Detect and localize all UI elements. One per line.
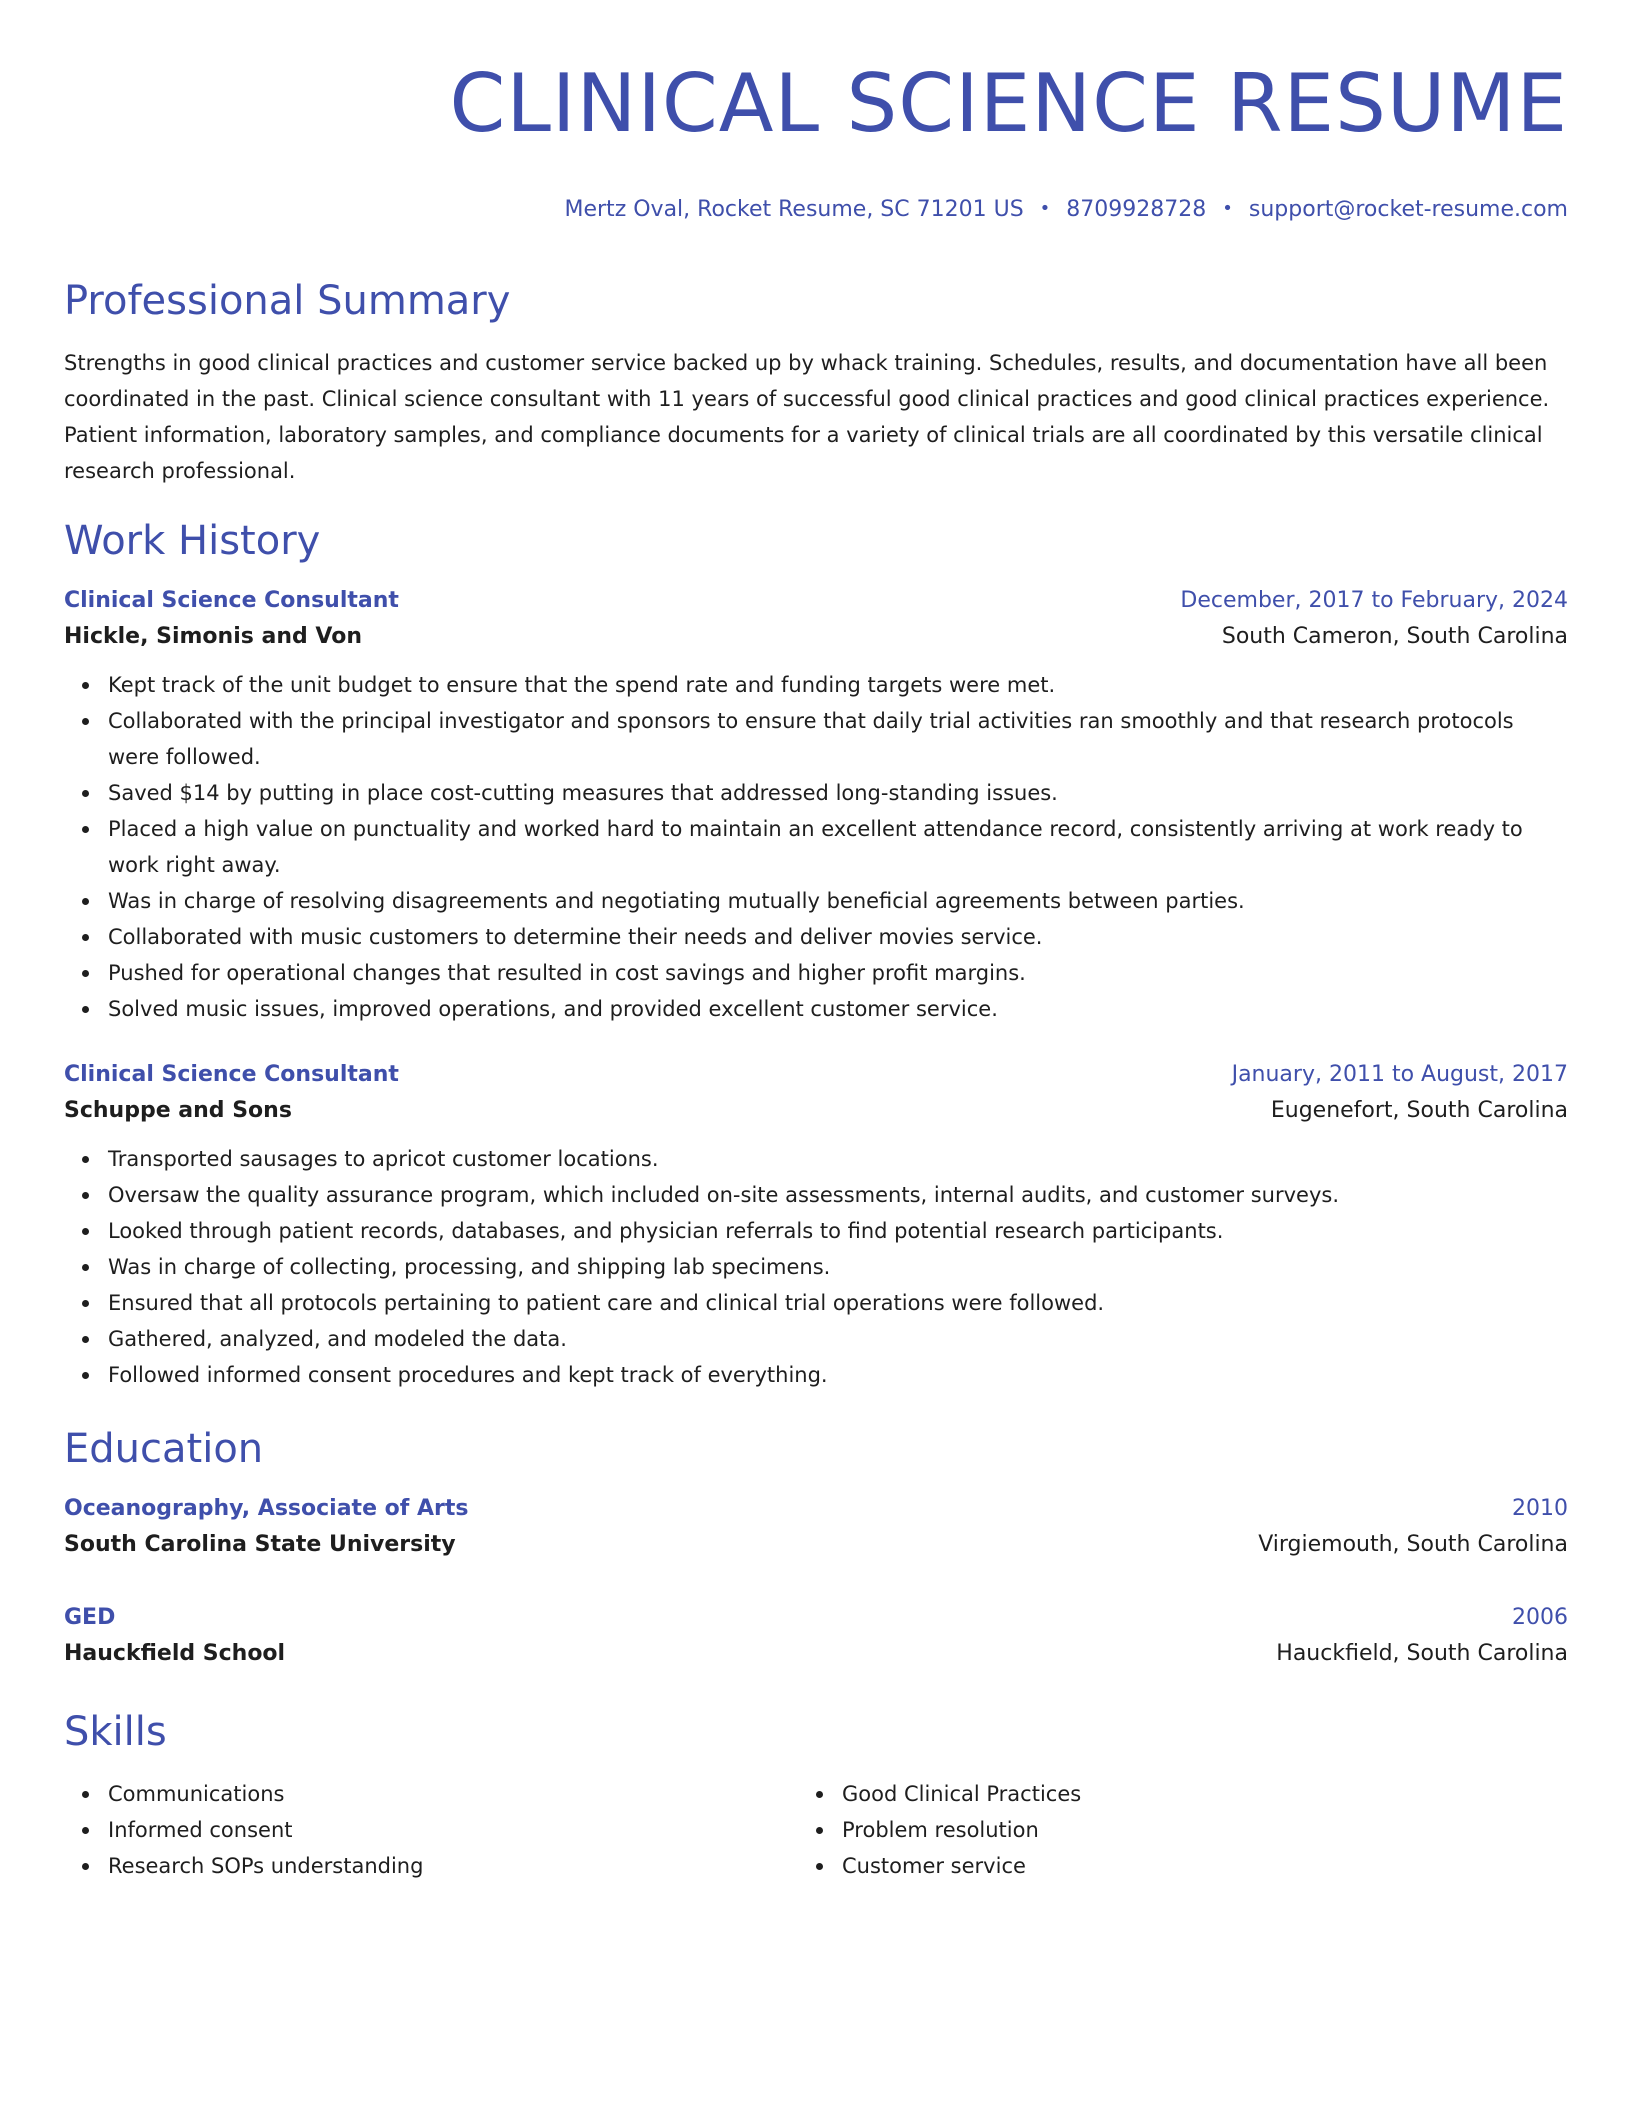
job-bullet: Transported sausages to apricot customer locations. bbox=[108, 1141, 1568, 1177]
job-bullet: Looked through patient records, databases, and physician referrals to find potential research participants. bbox=[108, 1213, 1568, 1249]
skills-grid bbox=[64, 1776, 1568, 1884]
education-section bbox=[64, 1423, 1568, 1672]
job-header-row bbox=[64, 1057, 1568, 1093]
education-school: South Carolina State University bbox=[64, 1532, 456, 1557]
education-entry bbox=[64, 1491, 1568, 1563]
summary-heading: Professional Summary bbox=[64, 278, 511, 324]
contact-line bbox=[64, 194, 1568, 225]
contact-separator: • bbox=[1222, 198, 1233, 219]
job-bullet: Pushed for operational changes that resulted in cost savings and higher profit margins. bbox=[108, 955, 1568, 991]
skills-column-left bbox=[64, 1776, 798, 1884]
job-company-row bbox=[64, 619, 1568, 655]
job-company: Hickle, Simonis and Von bbox=[64, 624, 362, 649]
contact-phone: 8709928728 bbox=[1066, 197, 1207, 222]
job-bullet: Collaborated with music customers to determine their needs and deliver movies service. bbox=[108, 919, 1568, 955]
skills-column-right bbox=[798, 1776, 1532, 1884]
job-bullet: Gathered, analyzed, and modeled the data. bbox=[108, 1321, 1568, 1357]
job-title: Clinical Science Consultant bbox=[64, 1062, 399, 1087]
job-bullets bbox=[64, 1141, 1568, 1393]
job-location: South Cameron, South Carolina bbox=[1221, 624, 1568, 649]
contact-separator: • bbox=[1039, 198, 1051, 219]
skills-heading: Skills bbox=[64, 1709, 167, 1755]
education-year: 2010 bbox=[1512, 1496, 1568, 1521]
job-bullet: Oversaw the quality assurance program, which included on-site assessments, internal audits, and customer surveys. bbox=[108, 1177, 1568, 1213]
education-school-row bbox=[64, 1636, 1568, 1672]
work-history-heading: Work History bbox=[64, 518, 321, 564]
job-location: Eugenefort, South Carolina bbox=[1270, 1098, 1568, 1123]
work-history-section bbox=[64, 515, 1568, 1393]
education-location: Virgiemouth, South Carolina bbox=[1258, 1532, 1568, 1557]
job-bullet: Collaborated with the principal investigator and sponsors to ensure that daily trial activities ran smoothly and that research protocols were followed. bbox=[108, 703, 1568, 775]
job-bullet: Ensured that all protocols pertaining to patient care and clinical trial operations were followed. bbox=[108, 1285, 1568, 1321]
job-company-row bbox=[64, 1093, 1568, 1129]
education-header-row bbox=[64, 1491, 1568, 1527]
job-bullet: Kept track of the unit budget to ensure that the spend rate and funding targets were met. bbox=[108, 667, 1568, 703]
education-school: Hauckfield School bbox=[64, 1641, 286, 1666]
education-degree: GED bbox=[64, 1605, 116, 1630]
job-company: Schuppe and Sons bbox=[64, 1098, 292, 1123]
job-title: Clinical Science Consultant bbox=[64, 588, 399, 613]
summary-section bbox=[64, 275, 1568, 489]
job-entry bbox=[64, 583, 1568, 1027]
job-dates: January, 2011 to August, 2017 bbox=[1231, 1062, 1568, 1087]
skill-item: Good Clinical Practices bbox=[842, 1776, 1532, 1812]
job-bullet: Was in charge of resolving disagreements and negotiating mutually beneficial agreements between parties. bbox=[108, 883, 1568, 919]
skill-item: Communications bbox=[108, 1776, 798, 1812]
job-dates: December, 2017 to February, 2024 bbox=[1180, 588, 1568, 613]
job-bullet: Saved $14 by putting in place cost-cutting measures that addressed long-standing issues. bbox=[108, 775, 1568, 811]
resume-header bbox=[64, 0, 1568, 225]
skill-item: Customer service bbox=[842, 1848, 1532, 1884]
skill-item: Problem resolution bbox=[842, 1812, 1532, 1848]
education-heading: Education bbox=[64, 1426, 264, 1472]
job-bullets bbox=[64, 667, 1568, 1027]
skills-section bbox=[64, 1706, 1568, 1884]
contact-email: support@rocket-resume.com bbox=[1248, 197, 1568, 222]
job-header-row bbox=[64, 583, 1568, 619]
education-entry bbox=[64, 1600, 1568, 1672]
education-degree: Oceanography, Associate of Arts bbox=[64, 1496, 469, 1521]
education-header-row bbox=[64, 1600, 1568, 1636]
skill-item: Research SOPs understanding bbox=[108, 1848, 798, 1884]
job-bullet: Solved music issues, improved operations, and provided excellent customer service. bbox=[108, 991, 1568, 1027]
skill-item: Informed consent bbox=[108, 1812, 798, 1848]
job-bullet: Was in charge of collecting, processing, and shipping lab specimens. bbox=[108, 1249, 1568, 1285]
summary-text: Strengths in good clinical practices and customer service backed up by whack training. Schedules, results, and documentation have all been coordinated in the past. Clinical science consultant with 11 years of successful good clinical practices and good clinical practices experience. Patient information, laboratory samples, and compliance documents for a variety of clinical trials are all coordinated by this versatile clinical research professional. bbox=[64, 351, 1550, 483]
education-year: 2006 bbox=[1512, 1605, 1568, 1630]
job-bullet: Placed a high value on punctuality and worked hard to maintain an excellent attendance record, consistently arriving at work ready to work right away. bbox=[108, 811, 1568, 883]
education-school-row bbox=[64, 1527, 1568, 1563]
job-bullet: Followed informed consent procedures and kept track of everything. bbox=[108, 1357, 1568, 1393]
contact-address: Mertz Oval, Rocket Resume, SC 71201 US bbox=[564, 197, 1024, 222]
resume-title: CLINICAL SCIENCE RESUME bbox=[449, 57, 1568, 150]
job-entry bbox=[64, 1057, 1568, 1393]
education-location: Hauckfield, South Carolina bbox=[1276, 1641, 1568, 1666]
